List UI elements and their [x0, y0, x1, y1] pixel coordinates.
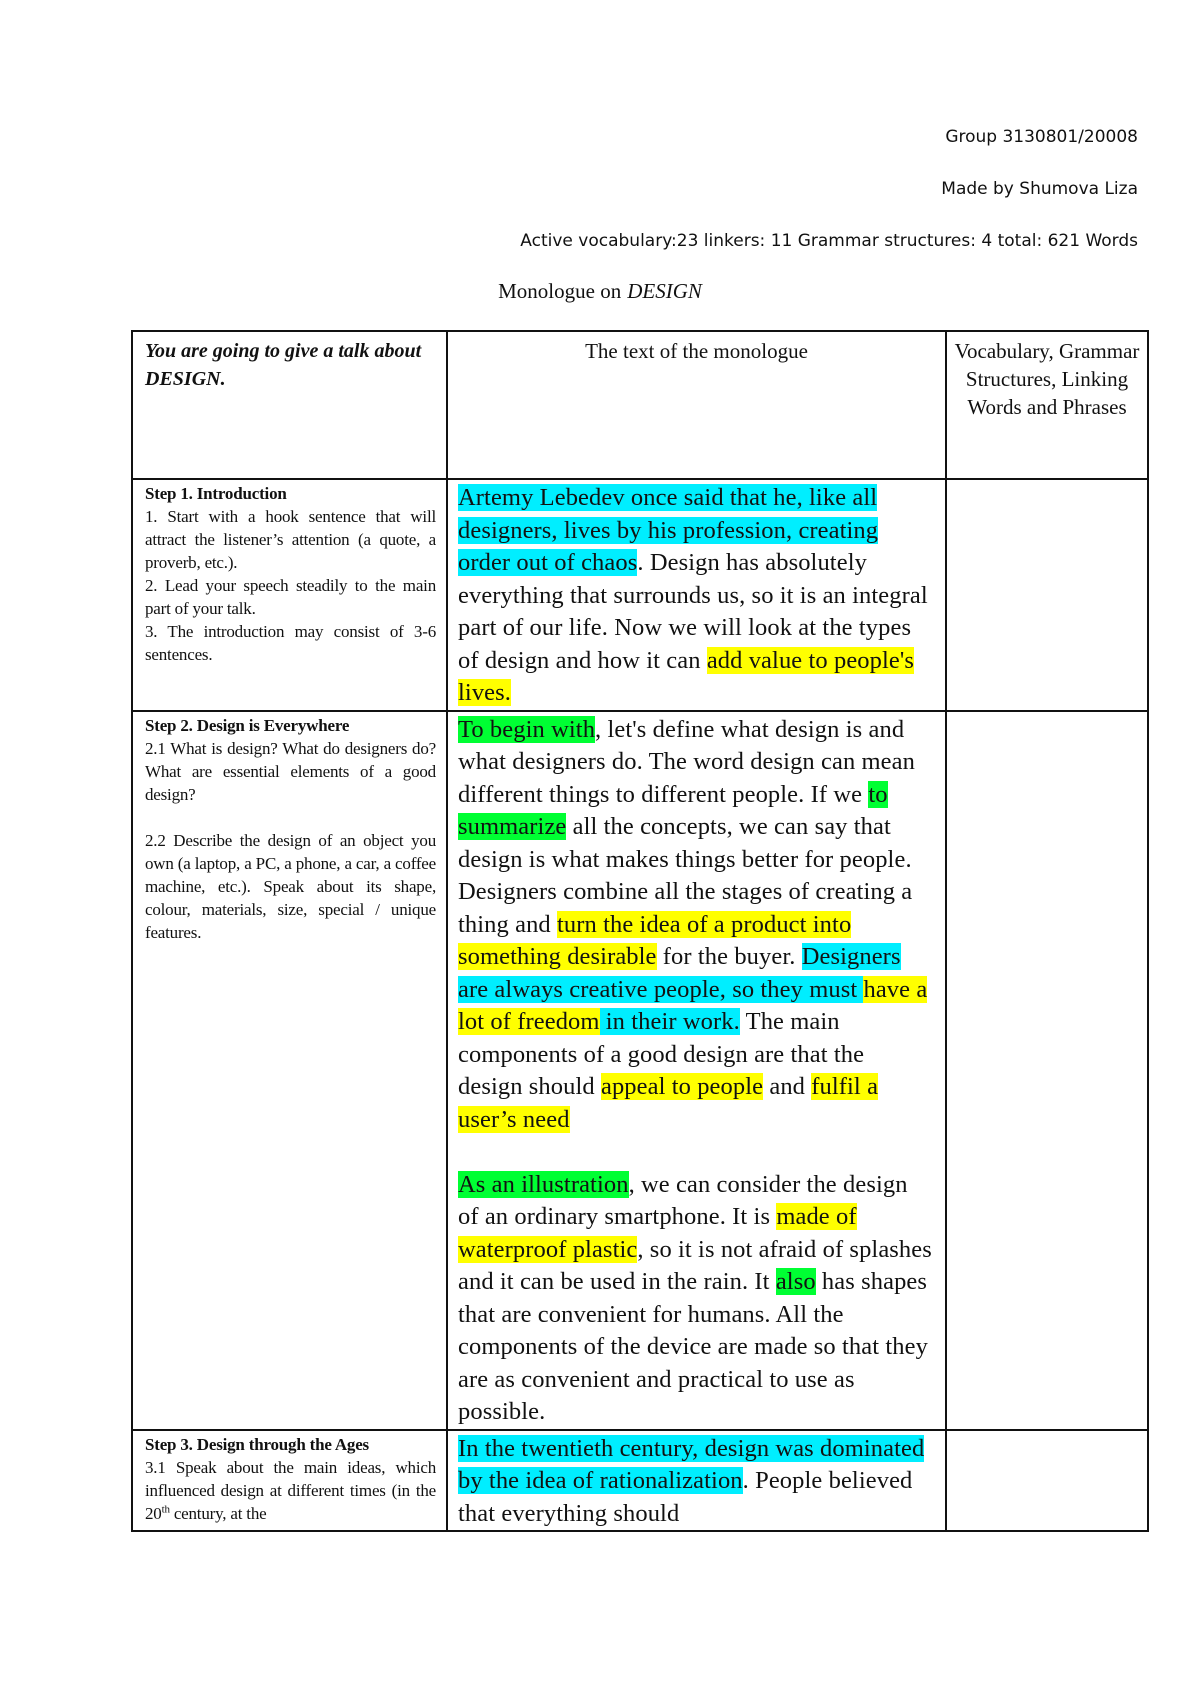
step-cell	[132, 479, 447, 711]
highlighted-phrase: appeal to people	[600, 1073, 764, 1100]
title-topic: DESIGN	[627, 279, 702, 303]
text-segment: . Design has absolutely everything that surrounds us, so it is an integral part of our life. Now we will look at the types of design and how it can	[458, 549, 928, 674]
text-segment: , so it is not afraid of splashes and it can be used in the rain. It	[458, 1235, 932, 1295]
text-segment: , we can consider the design of an ordinary smartphone. It is	[458, 1170, 908, 1230]
paragraph-gap	[145, 806, 436, 829]
monologue-text-cell	[447, 479, 946, 711]
highlighted-phrase: In the twentieth century, design was dominated by the idea of rationalization	[458, 1434, 925, 1494]
table-row	[132, 711, 1148, 1430]
highlighted-phrase: Designers are always creative people, so they must	[458, 943, 901, 1003]
text-segment: all the concepts, we can say that design is what makes things better for people. Designers combine all the stages of creating a thing and	[458, 813, 913, 938]
step-instructions	[145, 737, 436, 944]
highlighted-phrase: made of waterproof plastic	[458, 1203, 857, 1263]
stats-label: Active vocabulary:23 linkers: 11 Grammar structures: 4 total: 621 Words	[520, 231, 1138, 251]
monologue-table	[131, 330, 1149, 1532]
document-header	[520, 126, 1138, 282]
text-segment: The main components of a good design are that the design should	[458, 1008, 865, 1100]
monologue-paragraph	[458, 714, 933, 1137]
instruction-line: 2. Lead your speech steadily to the main part of your talk.	[145, 576, 436, 618]
step-title: Step 1. Introduction	[145, 484, 287, 503]
monologue-text-cell	[447, 1430, 946, 1532]
page-title	[0, 279, 1200, 304]
text-segment: and	[763, 1073, 812, 1100]
table-row	[132, 1430, 1148, 1532]
highlighted-phrase: also	[775, 1268, 816, 1295]
highlighted-phrase: add value to people's lives.	[458, 646, 915, 706]
vocab-cell	[946, 479, 1148, 711]
instruction-line: 3.1 Speak about the main ideas, which influenced design at different times (in the 20th century, at the	[145, 1457, 436, 1523]
step-instructions	[145, 505, 436, 666]
monologue-paragraph	[458, 1433, 933, 1531]
instruction-line: 3. The introduction may consist of 3-6 sentences.	[145, 622, 436, 664]
step-title: Step 2. Design is Everywhere	[145, 715, 350, 735]
monologue-text-cell	[447, 711, 946, 1430]
step-cell	[132, 1430, 447, 1532]
highlighted-phrase: To begin with	[458, 715, 596, 743]
highlighted-phrase: in their work.	[599, 1008, 740, 1035]
monologue-paragraph	[458, 1169, 933, 1429]
vocab-cell	[946, 711, 1148, 1430]
vocab-cell	[946, 1430, 1148, 1532]
text-segment: has shapes that are convenient for humans. All the components of the device are made so that they are as convenient and practical to use as possible.	[458, 1268, 928, 1425]
table-row	[132, 479, 1148, 711]
task-header: You are going to give a talk about DESIGN.	[132, 331, 447, 479]
highlighted-phrase: have a lot of freedom	[458, 975, 928, 1035]
monologue-paragraph	[458, 482, 933, 710]
text-segment: for the buyer.	[656, 943, 802, 970]
text-header: The text of the monologue	[447, 331, 946, 479]
highlighted-phrase: As an illustration	[458, 1170, 629, 1198]
step-instructions	[145, 1456, 436, 1525]
instruction-line: 2.2 Describe the design of an object you own (a laptop, a PC, a phone, a car, a coffee machine, etc.). Speak about its shape, colour, materials, size, special / unique features.	[145, 830, 436, 942]
text-segment: , let's define what design is and what designers do. The word design can mean different things to different people. If we	[458, 715, 915, 808]
author-label: Made by Shumova Liza	[941, 179, 1138, 199]
text-segment: . People believed that everything should	[458, 1467, 913, 1527]
highlighted-phrase: Artemy Lebedev once said that he, like all designers, lives by his profession, creating order out of chaos	[458, 484, 879, 576]
group-label: Group 3130801/20008	[945, 127, 1138, 147]
highlighted-phrase: fulfil a user’s need	[458, 1073, 879, 1133]
highlighted-phrase: turn the idea of a product into something desirable	[458, 910, 852, 970]
title-prefix: Monologue on	[498, 279, 622, 303]
highlighted-phrase: to summarize	[458, 780, 888, 840]
instruction-line: 2.1 What is design? What do designers do? What are essential elements of a good design?	[145, 738, 436, 804]
instruction-line: 1. Start with a hook sentence that will attract the listener’s attention (a quote, a proverb, etc.).	[145, 507, 436, 572]
vocab-header: Vocabulary, Grammar Structures, Linking Words and Phrases	[946, 331, 1148, 479]
table-header-row	[132, 331, 1148, 479]
paragraph-gap	[458, 1136, 933, 1169]
step-title: Step 3. Design through the Ages	[145, 1434, 369, 1454]
step-cell	[132, 711, 447, 1430]
